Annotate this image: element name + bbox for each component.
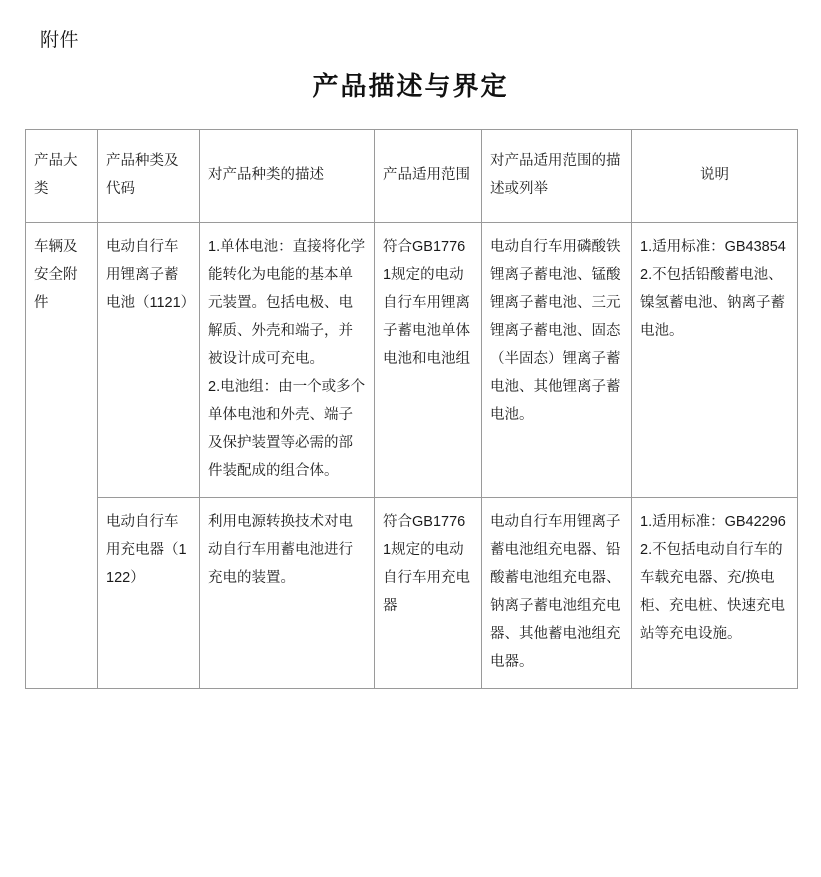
header-cell-category: 产品大类 bbox=[26, 130, 98, 223]
type-description-item: 1.单体电池：直接将化学能转化为电能的基本单元装置。包括电极、电解质、外壳和端子，并被设计成可充电。 bbox=[208, 239, 366, 367]
table-header bbox=[26, 130, 798, 223]
type-description-item: 利用电源转换技术对电动自行车用蓄电池进行充电的装置。 bbox=[208, 514, 353, 586]
cell-scope: 符合GB17761规定的电动自行车用锂离子蓄电池单体电池和电池组 bbox=[375, 223, 482, 498]
cell-scope-description: 电动自行车用磷酸铁锂离子蓄电池、锰酸锂离子蓄电池、三元锂离子蓄电池、固态（半固态）锂离子蓄电池、其他锂离子蓄电池。 bbox=[482, 223, 632, 498]
remark-item: 1.适用标准：GB43854 bbox=[640, 239, 786, 255]
remark-item: 1.适用标准：GB42296 bbox=[640, 514, 786, 530]
header-cell-scope-description: 对产品适用范围的描述或列举 bbox=[482, 130, 632, 223]
header-cell-type-description: 对产品种类的描述 bbox=[200, 130, 375, 223]
cell-type-description bbox=[200, 223, 375, 498]
table-row bbox=[26, 498, 798, 689]
remark-item: 2.不包括电动自行车的车载充电器、充/换电柜、充电桩、快速充电站等充电设施。 bbox=[640, 542, 785, 642]
remark-item: 2.不包括铅酸蓄电池、镍氢蓄电池、钠离子蓄电池。 bbox=[640, 267, 785, 339]
cell-type-description bbox=[200, 498, 375, 689]
header-cell-remark: 说明 bbox=[632, 130, 798, 223]
cell-scope: 符合GB17761规定的电动自行车用充电器 bbox=[375, 498, 482, 689]
page-title: 产品描述与界定 bbox=[312, 71, 509, 101]
cell-scope-description: 电动自行车用锂离子蓄电池组充电器、铅酸蓄电池组充电器、钠离子蓄电池组充电器、其他蓄电池组充电器。 bbox=[482, 498, 632, 689]
cell-product-type: 电动自行车用充电器（1122） bbox=[98, 498, 200, 689]
table-body bbox=[26, 223, 798, 689]
attachment-label: 附件 bbox=[40, 30, 80, 51]
cell-category: 车辆及安全附件 bbox=[26, 223, 98, 689]
header-cell-product-type: 产品种类及代码 bbox=[98, 130, 200, 223]
cell-product-type: 电动自行车用锂离子蓄电池（1121） bbox=[98, 223, 200, 498]
cell-remark bbox=[632, 223, 798, 498]
cell-remark bbox=[632, 498, 798, 689]
table-header-row bbox=[26, 130, 798, 223]
product-description-table bbox=[25, 129, 798, 689]
table-row bbox=[26, 223, 798, 498]
header-cell-scope: 产品适用范围 bbox=[375, 130, 482, 223]
type-description-item: 2.电池组：由一个或多个单体电池和外壳、端子及保护装置等必需的部件装配成的组合体。 bbox=[208, 379, 366, 479]
